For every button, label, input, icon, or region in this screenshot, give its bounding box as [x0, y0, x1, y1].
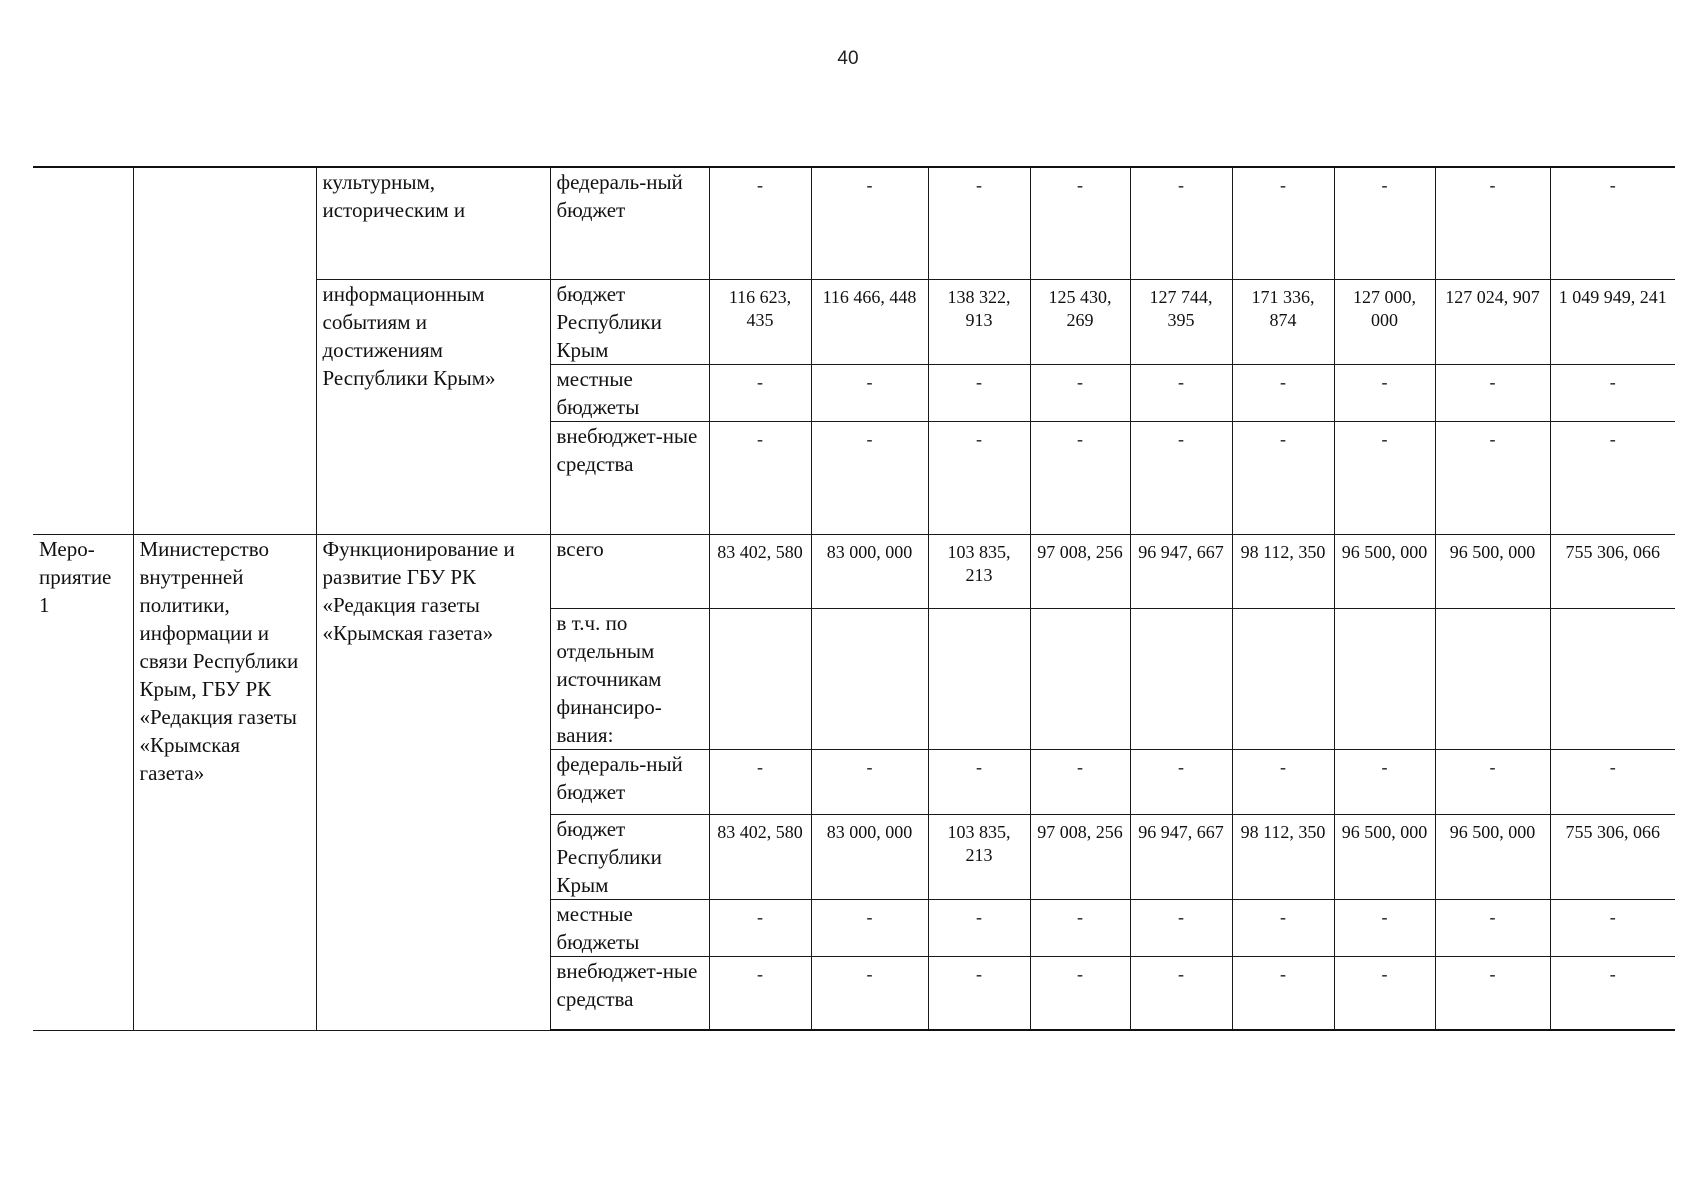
- value-cell: -: [1435, 167, 1550, 279]
- value-cell: -: [811, 364, 928, 421]
- value-cell: [1550, 608, 1675, 749]
- value-cell: -: [928, 956, 1030, 1030]
- value-cell: [1334, 608, 1435, 749]
- value-cell: 125 430, 269: [1030, 279, 1130, 364]
- value-cell: -: [1334, 899, 1435, 956]
- value-cell: 98 112, 350: [1232, 814, 1334, 899]
- value-cell: 83 402, 580: [709, 534, 811, 608]
- value-cell: -: [1130, 364, 1232, 421]
- value-cell: -: [709, 364, 811, 421]
- value-cell: -: [1232, 749, 1334, 814]
- value-cell: -: [1030, 956, 1130, 1030]
- value-cell: -: [1550, 167, 1675, 279]
- value-cell: -: [1130, 899, 1232, 956]
- value-cell: -: [928, 899, 1030, 956]
- value-cell: 98 112, 350: [1232, 534, 1334, 608]
- value-cell: -: [1334, 167, 1435, 279]
- program-name-line: информационным событиям и достижениям Республики Крым»: [322, 281, 496, 390]
- funding-source: внебюджет-ные средства: [550, 421, 709, 534]
- value-cell: -: [1232, 421, 1334, 534]
- funding-source: в т.ч. по отдельным источникам финансиро-вания:: [550, 608, 709, 749]
- value-cell: 171 336, 874: [1232, 279, 1334, 364]
- value-cell: -: [811, 167, 928, 279]
- value-cell: -: [1232, 167, 1334, 279]
- value-cell: [1435, 608, 1550, 749]
- value-cell: -: [1334, 364, 1435, 421]
- value-cell: -: [1130, 421, 1232, 534]
- value-cell: -: [1334, 749, 1435, 814]
- value-cell: 96 500, 000: [1435, 814, 1550, 899]
- value-cell: [811, 608, 928, 749]
- value-cell: 755 306, 066: [1550, 534, 1675, 608]
- value-cell: -: [709, 899, 811, 956]
- value-cell: 1 049 949, 241: [1550, 279, 1675, 364]
- value-cell: 127 744, 395: [1130, 279, 1232, 364]
- value-cell: -: [1130, 167, 1232, 279]
- executor-cell: [133, 167, 316, 534]
- value-cell: -: [811, 421, 928, 534]
- value-cell: [709, 608, 811, 749]
- value-cell: 127 000, 000: [1334, 279, 1435, 364]
- value-cell: -: [1030, 421, 1130, 534]
- value-cell: -: [1550, 899, 1675, 956]
- value-cell: [928, 608, 1030, 749]
- table-row: [33, 167, 1675, 279]
- value-cell: 138 322, 913: [928, 279, 1030, 364]
- status-cell: [33, 167, 133, 534]
- budget-table: [33, 166, 1675, 1031]
- value-cell: 103 835, 213: [928, 814, 1030, 899]
- value-cell: -: [1550, 956, 1675, 1030]
- value-cell: -: [709, 956, 811, 1030]
- value-cell: 83 000, 000: [811, 814, 928, 899]
- value-cell: 96 500, 000: [1334, 814, 1435, 899]
- status-cell: Меро-приятие 1: [33, 534, 133, 1030]
- value-cell: 116 623, 435: [709, 279, 811, 364]
- value-cell: -: [709, 167, 811, 279]
- value-cell: -: [1435, 749, 1550, 814]
- value-cell: -: [928, 364, 1030, 421]
- executor-cell: Министерство внутренней политики, информации и связи Республики Крым, ГБУ РК «Редакция газеты «Крымская газета»: [133, 534, 316, 1030]
- value-cell: -: [1550, 364, 1675, 421]
- value-cell: 96 500, 000: [1334, 534, 1435, 608]
- funding-source: местные бюджеты: [550, 364, 709, 421]
- value-cell: -: [1334, 956, 1435, 1030]
- value-cell: -: [1232, 899, 1334, 956]
- funding-source: бюджет Республики Крым: [550, 279, 709, 364]
- value-cell: -: [709, 749, 811, 814]
- value-cell: 103 835, 213: [928, 534, 1030, 608]
- funding-source: всего: [550, 534, 709, 608]
- value-cell: 755 306, 066: [1550, 814, 1675, 899]
- value-cell: -: [1030, 167, 1130, 279]
- value-cell: -: [1435, 421, 1550, 534]
- program-name-line: историческим и: [322, 198, 466, 222]
- value-cell: -: [1030, 749, 1130, 814]
- value-cell: 96 500, 000: [1435, 534, 1550, 608]
- funding-source: федераль-ный бюджет: [550, 749, 709, 814]
- funding-source: местные бюджеты: [550, 899, 709, 956]
- value-cell: -: [811, 899, 928, 956]
- value-cell: -: [928, 749, 1030, 814]
- value-cell: 97 008, 256: [1030, 534, 1130, 608]
- program-name-line: культурным,: [322, 170, 436, 194]
- value-cell: -: [1030, 364, 1130, 421]
- table-row: [33, 534, 1675, 608]
- value-cell: [1030, 608, 1130, 749]
- program-name-cell: [316, 279, 550, 534]
- value-cell: -: [1550, 749, 1675, 814]
- value-cell: -: [1232, 956, 1334, 1030]
- value-cell: 97 008, 256: [1030, 814, 1130, 899]
- value-cell: -: [811, 749, 928, 814]
- page-number: 40: [837, 48, 859, 69]
- value-cell: -: [1130, 749, 1232, 814]
- value-cell: -: [1435, 956, 1550, 1030]
- program-name-cell: [316, 167, 550, 279]
- value-cell: -: [1550, 421, 1675, 534]
- value-cell: [1130, 608, 1232, 749]
- value-cell: -: [1334, 421, 1435, 534]
- funding-source: бюджет Республики Крым: [550, 814, 709, 899]
- funding-source: внебюджет-ные средства: [550, 956, 709, 1030]
- program-name-cell: Функционирование и развитие ГБУ РК «Редакция газеты «Крымская газета»: [316, 534, 550, 1030]
- value-cell: -: [1435, 364, 1550, 421]
- value-cell: -: [1232, 364, 1334, 421]
- value-cell: 96 947, 667: [1130, 814, 1232, 899]
- value-cell: 127 024, 907: [1435, 279, 1550, 364]
- value-cell: -: [928, 167, 1030, 279]
- value-cell: -: [1130, 956, 1232, 1030]
- value-cell: 96 947, 667: [1130, 534, 1232, 608]
- value-cell: 83 000, 000: [811, 534, 928, 608]
- value-cell: -: [811, 956, 928, 1030]
- value-cell: 116 466, 448: [811, 279, 928, 364]
- value-cell: -: [1435, 899, 1550, 956]
- value-cell: [1232, 608, 1334, 749]
- value-cell: 83 402, 580: [709, 814, 811, 899]
- value-cell: -: [1030, 899, 1130, 956]
- value-cell: -: [928, 421, 1030, 534]
- value-cell: -: [709, 421, 811, 534]
- funding-source: федераль-ный бюджет: [550, 167, 709, 279]
